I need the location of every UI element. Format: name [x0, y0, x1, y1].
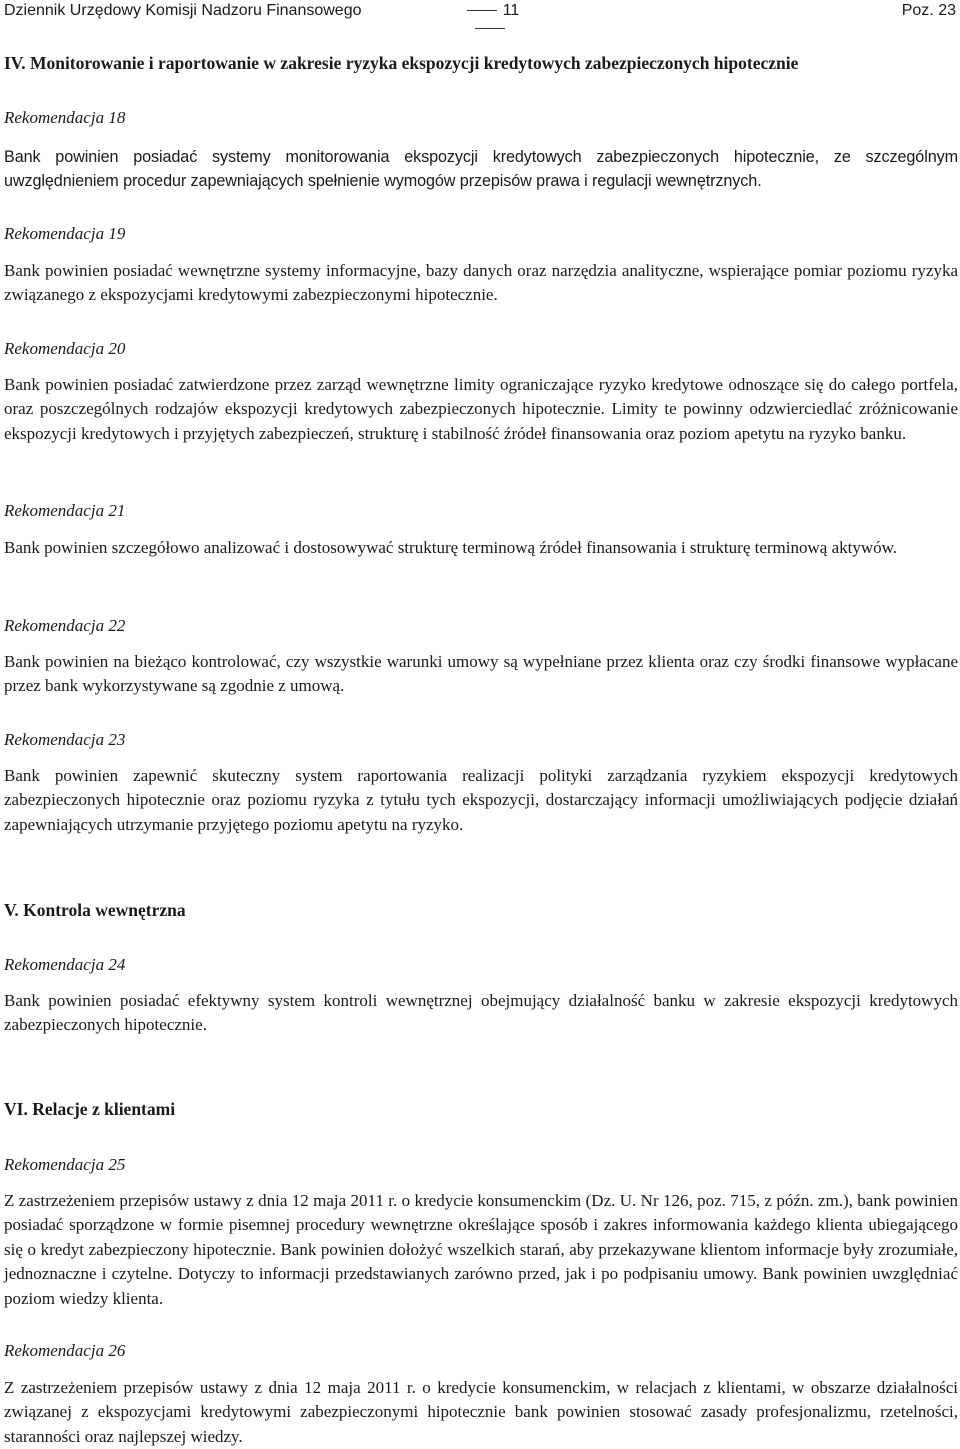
page-number: [440, 2, 540, 38]
recommendation-24-title: Rekomendacja 24: [4, 955, 126, 974]
recommendation-23-text: Bank powinien zapewnić skuteczny system raportowania realizacji polityki zarządzania ryzykiem ekspozycji kredytowych zabezpieczonych hipotecznie oraz poziomu ryzyka z tytułu tych ekspozycji, dostarczający informacji umożliwiających podjęcie działań zapewniających utrzymanie przyjętego poziomu apetytu na ryzyko.: [4, 766, 958, 834]
recommendation-19-title: Rekomendacja 19: [4, 224, 126, 243]
recommendation-23-title: Rekomendacja 23: [4, 730, 126, 749]
position-label: Poz. 23: [901, 2, 956, 19]
section-iv-title: IV. Monitorowanie i raportowanie w zakresie ryzyka ekspozycji kredytowych zabezpieczonych hipotecznie: [4, 53, 799, 73]
section-v-title: V. Kontrola wewnętrzna: [4, 900, 186, 920]
dash-left: [467, 10, 497, 11]
recommendation-19-text: Bank powinien posiadać wewnętrzne systemy informacyjne, bazy danych oraz narzędzia analityczne, wspierające pomiar poziomu ryzyka związanego z ekspozycjami kredytowymi zabezpieczonymi hipotecznie.: [4, 261, 958, 305]
dash-right: [475, 28, 505, 29]
recommendation-25-title: Rekomendacja 25: [4, 1155, 126, 1174]
recommendation-22-text: Bank powinien na bieżąco kontrolować, czy wszystkie warunki umowy są wypełniane przez klienta oraz czy środki finansowe wypłacane przez bank wykorzystywane są zgodnie z umową.: [4, 652, 958, 696]
journal-title: Dziennik Urzędowy Komisji Nadzoru Finansowego: [4, 2, 362, 19]
recommendation-25-text: Z zastrzeżeniem przepisów ustawy z dnia 12 maja 2011 r. o kredycie konsumenckim (Dz. U. Nr 126, poz. 715, z późn. zm.), bank powinien posiadać sporządzone w formie pisemnej procedury wewnętrzne określające sposób i zakres informowania każdego klienta ubiegającego się o kredyt zabezpieczony hipotecznie. Bank powinien dołożyć wszelkich starań, aby przekazywane klientom informacje były zrozumiałe, jednoznaczne i czytelne. Dotyczy to informacji przedstawianych zarówno przed, jak i po podpisaniu umowy. Bank powinien uwzględniać poziom wiedzy klienta.: [4, 1191, 958, 1308]
recommendation-22-title: Rekomendacja 22: [4, 616, 126, 635]
recommendation-24-text: Bank powinien posiadać efektywny system kontroli wewnętrznej obejmujący działalność banku w zakresie ekspozycji kredytowych zabezpieczonych hipotecznie.: [4, 991, 958, 1035]
recommendation-20-text: Bank powinien posiadać zatwierdzone przez zarząd wewnętrzne limity ograniczające ryzyko kredytowe odnoszące się do całego portfela, oraz poszczególnych rodzajów ekspozycji kredytowych zabezpieczonych hipotecznie. Limity te powinny odzwierciedlać zróżnicowanie ekspozycji kredytowych i przyjętych zabezpieczeń, strukturę i stabilność źródeł finansowania oraz poziom apetytu na ryzyko banku.: [4, 375, 958, 443]
recommendation-18-title: Rekomendacja 18: [4, 108, 126, 127]
page-number-value: 11: [502, 2, 520, 19]
recommendation-26-text: Z zastrzeżeniem przepisów ustawy z dnia 12 maja 2011 r. o kredycie konsumenckim, w relacjach z klientami, w obszarze działalności związanej z ekspozycjami kredytowymi zabezpieczonymi hipotecznie bank powinien stosować zasady profesjonalizmu, rzetelności, staranności oraz najlepszej wiedzy.: [4, 1378, 958, 1446]
recommendation-20-title: Rekomendacja 20: [4, 339, 126, 358]
section-vi-title: VI. Relacje z klientami: [4, 1099, 176, 1119]
recommendation-21-title: Rekomendacja 21: [4, 501, 126, 520]
recommendation-26-title: Rekomendacja 26: [4, 1341, 126, 1360]
recommendation-18-text: Bank powinien posiadać systemy monitorowania ekspozycji kredytowych zabezpieczonych hipotecznie, ze szczególnym uwzględnieniem procedur zapewniających spełnienie wymogów przepisów prawa i regulacji wewnętrznych.: [4, 148, 958, 191]
recommendation-21-text: Bank powinien szczegółowo analizować i dostosowywać strukturę terminową źródeł finansowania i strukturę terminową aktywów.: [4, 538, 898, 557]
